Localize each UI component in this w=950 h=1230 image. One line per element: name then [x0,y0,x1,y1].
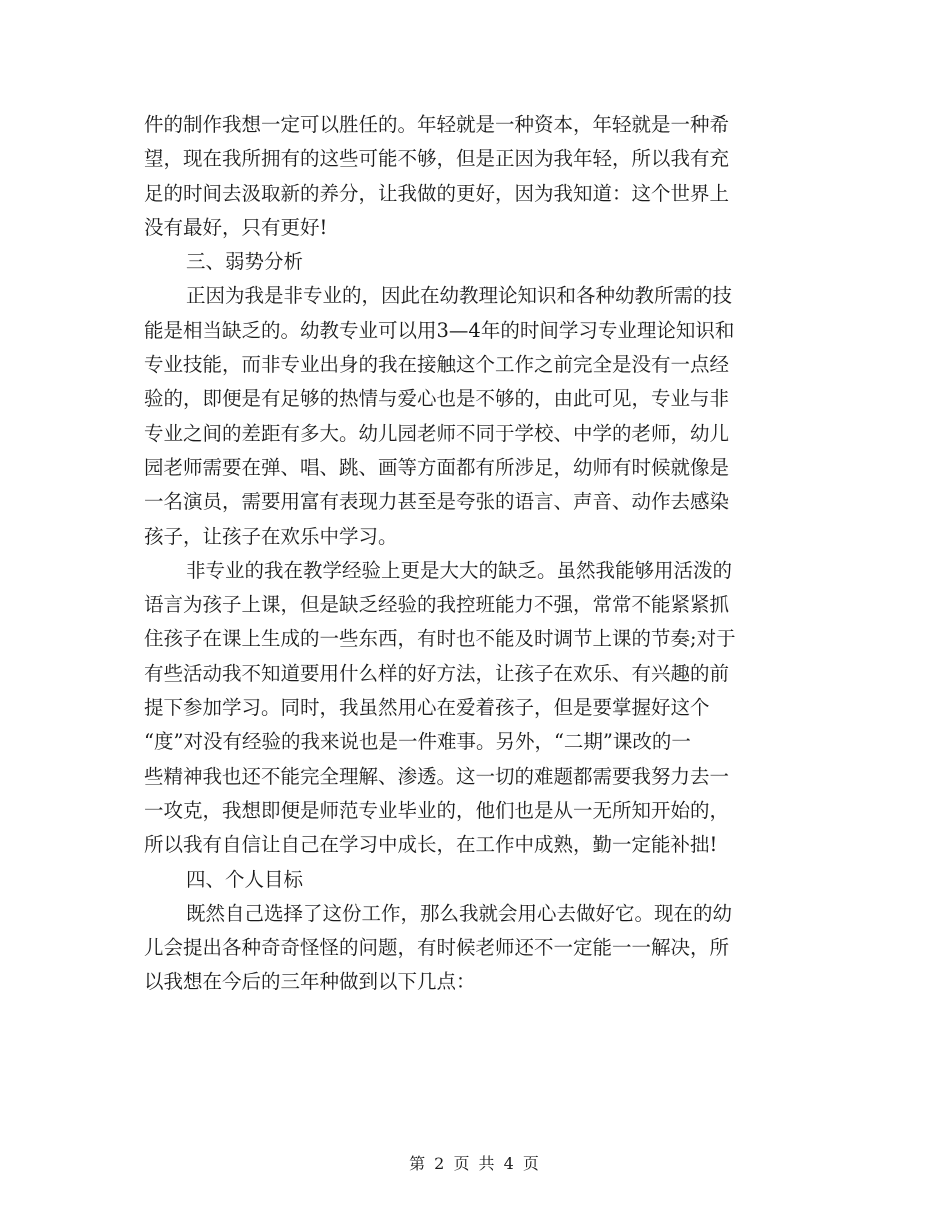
section-heading: 三、弱势分析 [186,250,304,274]
text-line: 非专业的我在教学经验上更是大大的缺乏。虽然我能够用活泼的 [186,558,733,582]
text-line: 一名演员，需要用富有表现力甚至是夸张的语言、声音、动作去感染 [144,490,730,514]
text-line: 语言为孩子上课，但是缺乏经验的我控班能力不强，常常不能紧紧抓 [144,593,730,617]
text-line: 件的制作我想一定可以胜任的。年轻就是一种资本，年轻就是一种希 [144,113,730,136]
section-heading: 四、个人目标 [186,867,304,891]
text-line: 以我想在今后的三年种做到以下几点： [144,970,476,994]
text-line: 望，现在我所拥有的这些可能不够，但是正因为我年轻，所以我有充 [144,147,730,171]
text-line: 园老师需要在弹、唱、跳、画等方面都有所涉足，幼师有时候就像是 [144,455,730,479]
text-line: 足的时间去汲取新的养分，让我做的更好，因为我知道：这个世界上 [144,181,730,205]
text-line: 儿会提出各种奇奇怪怪的问题，有时候老师还不一定能一一解决，所 [144,936,730,960]
text-line: “度”对没有经验的我来说也是一件难事。另外，“二期”课改的一 [144,730,691,754]
text-line: 正因为我是非专业的，因此在幼教理论知识和各种幼教所需的技 [186,284,733,308]
text-line: 住孩子在课上生成的一些东西，有时也不能及时调节上课的节奏;对于 [144,627,736,651]
text-line: 专业之间的差距有多大。幼儿园老师不同于学校、中学的老师，幼儿 [144,421,730,445]
text-line: 能是相当缺乏的。幼教专业可以用3—4年的时间学习专业理论知识和 [144,318,735,342]
text-line: 验的，即便是有足够的热情与爱心也是不够的，由此可见，专业与非 [144,387,730,411]
text-line: 既然自己选择了这份工作，那么我就会用心去做好它。现在的幼 [186,901,733,925]
text-line: 所以我有自信让自己在学习中成长，在工作中成熟，勤一定能补拙! [144,833,718,857]
text-line: 些精神我也还不能完全理解、渗透。这一切的难题都需要我努力去一 [144,764,730,788]
page-number: 第 2 页 共 4 页 [409,1154,541,1173]
document-body [144,108,812,1000]
text-line: 提下参加学习。同时，我虽然用心在爱着孩子，但是要掌握好这个 [144,696,710,720]
text-line: 专业技能，而非专业出身的我在接触这个工作之前完全是没有一点经 [144,353,730,377]
text-line: 有些活动我不知道要用什么样的好方法，让孩子在欢乐、有兴趣的前 [144,661,730,685]
text-line: 没有最好，只有更好! [144,215,328,239]
text-line: 孩子，让孩子在欢乐中学习。 [144,524,398,548]
text-line: 一攻克，我想即便是师范专业毕业的，他们也是从一无所知开始的， [144,798,730,822]
